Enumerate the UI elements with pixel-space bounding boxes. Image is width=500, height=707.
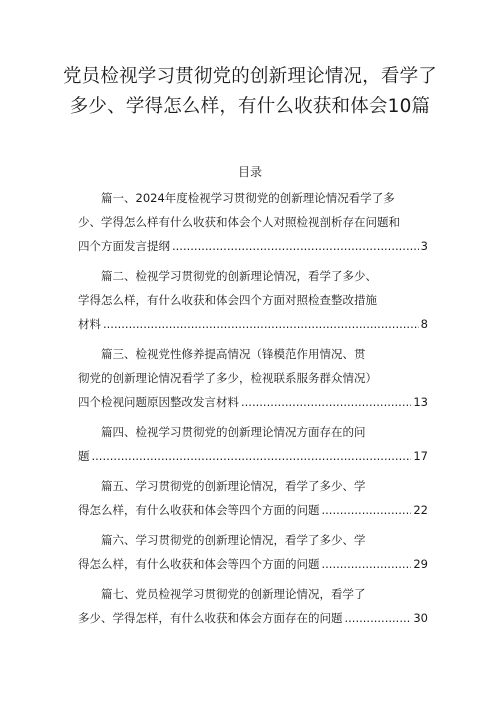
toc-page-number: 13 (413, 395, 428, 409)
toc-page-number: 29 (413, 557, 428, 571)
toc-page-number: 3 (420, 239, 428, 253)
toc-entry-text: 篇一、2024年度检视学习贯彻党的创新理论情况看学了多 (101, 191, 395, 205)
toc-entry[interactable] (78, 186, 428, 258)
toc-page-number: 17 (413, 449, 428, 463)
toc-entry-text: 多少、学得怎样，有什么收获和体会方面存在的问题 (78, 611, 343, 625)
document-title: 党员检视学习贯彻党的创新理论情况，看学了多少、学得怎么样，有什么收获和体会10篇 (62, 66, 437, 117)
toc-page-number: 30 (413, 611, 428, 625)
toc-entry-text: 少、学得怎么样有什么收获和体会个人对照检视剖析存在问题和 (78, 215, 400, 229)
table-of-contents (78, 186, 428, 636)
toc-entry-text: 学得怎么样，有什么收获和体会四个方面对照检查整改措施 (78, 293, 377, 307)
toc-entry-text: 材料 (78, 317, 101, 331)
toc-entry-text: 篇七、党员检视学习贯彻党的创新理论情况，看学了 (101, 587, 366, 601)
toc-page-number: 22 (413, 503, 428, 517)
toc-entry[interactable] (78, 474, 428, 522)
toc-entry-text: 题 (78, 449, 90, 463)
toc-entry[interactable] (78, 582, 428, 630)
toc-entry-text: 篇二、检视学习贯彻党的创新理论情况，看学了多少、 (101, 269, 377, 283)
toc-entry-text: 篇三、检视党性修养提高情况（锋模范作用情况、贯 (101, 347, 366, 361)
toc-entry-text: 四个方面发言提纲 (78, 239, 170, 253)
toc-page-number: 8 (420, 317, 428, 331)
toc-entry-text: 篇四、检视学习贯彻党的创新理论情况方面存在的问 (101, 425, 366, 439)
toc-leader-dots (241, 390, 411, 414)
toc-entry-text: 得怎么样，有什么收获和体会等四个方面的问题 (78, 557, 320, 571)
toc-entry-text: 四个检视问题原因整改发言材料 (78, 395, 239, 409)
toc-entry[interactable] (78, 342, 428, 414)
toc-entry[interactable] (78, 420, 428, 468)
toc-entry[interactable] (78, 528, 428, 576)
toc-entry-text: 篇五、学习贯彻党的创新理论情况，看学了多少、学 (101, 479, 366, 493)
toc-entry-text: 彻党的创新理论情况看学了多少，检视联系服务群众情况） (78, 371, 377, 385)
toc-leader-dots (322, 552, 412, 576)
toc-entry-text: 篇六、学习贯彻党的创新理论情况，看学了多少、学 (101, 533, 366, 547)
toc-leader-dots (345, 606, 412, 630)
toc-leader-dots (172, 234, 419, 258)
toc-entry[interactable] (78, 264, 428, 336)
toc-leader-dots (103, 312, 419, 336)
toc-leader-dots (322, 498, 412, 522)
toc-leader-dots (92, 444, 412, 468)
toc-heading: 目录 (237, 165, 262, 179)
toc-entry-text: 得怎么样，有什么收获和体会等四个方面的问题 (78, 503, 320, 517)
